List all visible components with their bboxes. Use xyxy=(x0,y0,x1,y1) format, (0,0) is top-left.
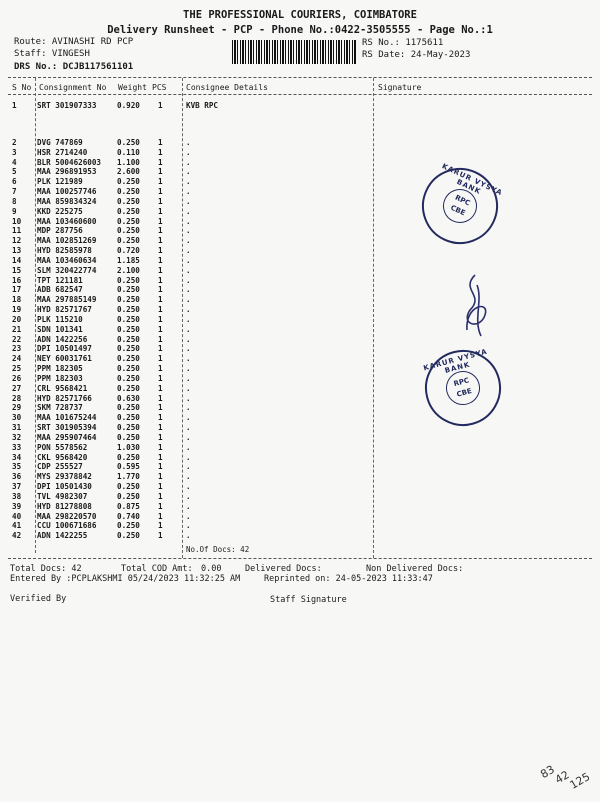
cell-wt: 0.595 xyxy=(117,462,140,472)
cell-pcs: 1 xyxy=(158,177,163,187)
cell-sno: 7 xyxy=(12,187,17,197)
cell-dt: . xyxy=(186,246,191,256)
col-weight: Weight xyxy=(118,83,147,92)
drs-number: DRS No.: DCJB117561101 xyxy=(14,62,134,72)
cell-cons: HYD 82571767 xyxy=(37,305,92,315)
cell-dt: . xyxy=(186,393,191,403)
cell-sno: 4 xyxy=(12,157,17,167)
table-row xyxy=(0,246,600,255)
cell-cons: PON 5578562 xyxy=(37,442,88,452)
cell-pcs: 1 xyxy=(158,462,163,472)
cell-sno: 9 xyxy=(12,206,17,216)
cell-pcs: 1 xyxy=(158,255,163,265)
cell-sno: 26 xyxy=(12,373,22,383)
cell-cons: MAA 297885149 xyxy=(37,295,97,305)
staff-signature: Staff Signature xyxy=(270,595,347,605)
table-row xyxy=(0,394,600,403)
table-row xyxy=(0,138,600,147)
cell-sno: 5 xyxy=(12,167,17,177)
table-row xyxy=(0,344,600,353)
cell-pcs: 1 xyxy=(158,354,163,364)
cell-sno: 34 xyxy=(12,452,22,462)
cell-wt: 0.250 xyxy=(117,531,140,541)
cell-pcs: 1 xyxy=(158,196,163,206)
staff-label: Staff: VINGESH xyxy=(14,49,90,59)
table-row xyxy=(0,236,600,245)
cell-pcs: 1 xyxy=(158,482,163,492)
cell-cons: ADN 1422255 xyxy=(37,531,88,541)
divider xyxy=(8,77,592,78)
table-row xyxy=(0,354,600,363)
cell-cons: MAA 296891953 xyxy=(37,167,97,177)
cell-dt: . xyxy=(186,472,191,482)
cell-wt: 0.250 xyxy=(117,344,140,354)
cell-sno: 37 xyxy=(12,482,22,492)
cell-wt: 0.250 xyxy=(117,206,140,216)
cell-wt: 0.250 xyxy=(117,295,140,305)
cell-cons: SKM 728737 xyxy=(37,403,83,413)
cell-wt: 0.250 xyxy=(117,324,140,334)
cell-sno: 14 xyxy=(12,255,22,265)
cell-dt: . xyxy=(186,236,191,246)
cell-dt: . xyxy=(186,344,191,354)
cell-dt: . xyxy=(186,462,191,472)
cell-pcs: 1 xyxy=(158,167,163,177)
table-row xyxy=(0,177,600,186)
cell-sno: 15 xyxy=(12,265,22,275)
cell-sno: 1 xyxy=(12,101,17,110)
cell-pcs: 1 xyxy=(158,216,163,226)
cell-sno: 13 xyxy=(12,246,22,256)
cell-sno: 32 xyxy=(12,432,22,442)
cell-cons: MAA 295907464 xyxy=(37,432,97,442)
cell-sno: 21 xyxy=(12,324,22,334)
cell-cons: TPT 121181 xyxy=(37,275,83,285)
cell-cons: SDN 101341 xyxy=(37,324,83,334)
cell-wt: 2.100 xyxy=(117,265,140,275)
cell-cons: CKL 9568420 xyxy=(37,452,88,462)
cell-dt: . xyxy=(186,196,191,206)
cell-cons: MAA 101675244 xyxy=(37,413,97,423)
cell-sno: 25 xyxy=(12,364,22,374)
cell-dt: . xyxy=(186,157,191,167)
cell-pcs: 1 xyxy=(158,344,163,354)
cell-cons: CRL 9568421 xyxy=(37,383,88,393)
cell-pcs: 1 xyxy=(158,432,163,442)
cell-cons: MAA 859834324 xyxy=(37,196,97,206)
table-row xyxy=(0,413,600,422)
cell-wt: 0.740 xyxy=(117,511,140,521)
cell-cons: MDP 287756 xyxy=(37,226,83,236)
cell-dt: KVB RPC xyxy=(186,101,219,110)
cell-sno: 42 xyxy=(12,531,22,541)
cell-wt: 0.250 xyxy=(117,413,140,423)
cell-dt: . xyxy=(186,305,191,315)
cell-dt: . xyxy=(186,521,191,531)
table-row xyxy=(0,187,600,196)
table-row xyxy=(0,167,600,176)
cell-wt: 0.250 xyxy=(117,423,140,433)
cell-sno: 30 xyxy=(12,413,22,423)
divider xyxy=(8,558,592,559)
cell-cons: MYS 29378842 xyxy=(37,472,92,482)
cell-pcs: 1 xyxy=(158,324,163,334)
cell-pcs: 1 xyxy=(158,364,163,374)
cell-wt: 0.250 xyxy=(117,383,140,393)
cell-cons: KKD 225275 xyxy=(37,206,83,216)
cell-pcs: 1 xyxy=(158,206,163,216)
table-row xyxy=(0,482,600,491)
cell-pcs: 1 xyxy=(158,472,163,482)
cell-sno: 35 xyxy=(12,462,22,472)
cell-pcs: 1 xyxy=(158,491,163,501)
table-row xyxy=(0,256,600,265)
cell-pcs: 1 xyxy=(158,501,163,511)
cell-pcs: 1 xyxy=(158,334,163,344)
divider xyxy=(8,94,592,95)
cell-pcs: 1 xyxy=(158,383,163,393)
col-consignment: Consignment No xyxy=(39,83,107,92)
col-sno: S No xyxy=(12,83,32,92)
cell-dt: . xyxy=(186,442,191,452)
cell-wt: 0.250 xyxy=(117,364,140,374)
cell-dt: . xyxy=(186,226,191,236)
total-cod-label: Total COD Amt: xyxy=(121,564,193,574)
cell-wt: 2.600 xyxy=(117,167,140,177)
cell-pcs: 1 xyxy=(158,101,163,110)
table-row xyxy=(0,226,600,235)
table-row xyxy=(0,207,600,216)
cell-sno: 31 xyxy=(12,423,22,433)
cell-wt: 0.875 xyxy=(117,501,140,511)
cell-cons: DVG 747869 xyxy=(37,138,83,147)
cell-pcs: 1 xyxy=(158,265,163,275)
cell-cons: MAA 298220570 xyxy=(37,511,97,521)
cell-dt: . xyxy=(186,216,191,226)
cell-dt: . xyxy=(186,147,191,157)
handwritten-signature xyxy=(455,270,495,340)
table-row xyxy=(0,531,600,540)
cell-wt: 1.100 xyxy=(117,157,140,167)
entered-by: Entered By :PCPLAKSHMI 05/24/2023 11:32:25 AM xyxy=(10,574,241,584)
stamp-center-rpc: RPC xyxy=(453,193,472,208)
cell-cons: HYD 82585978 xyxy=(37,246,92,256)
rs-number: RS No.: 1175611 xyxy=(362,38,444,48)
cell-dt: . xyxy=(186,403,191,413)
cell-dt: . xyxy=(186,314,191,324)
cell-cons: DPI 10501497 xyxy=(37,344,92,354)
cell-sno: 29 xyxy=(12,403,22,413)
col-consignee: Consignee Details xyxy=(186,83,268,92)
table-row xyxy=(0,266,600,275)
note-line: 83 xyxy=(538,762,557,782)
table-row xyxy=(0,101,600,110)
cell-sno: 18 xyxy=(12,295,22,305)
table-row xyxy=(0,384,600,393)
cell-pcs: 1 xyxy=(158,236,163,246)
table-row xyxy=(0,285,600,294)
cell-dt: . xyxy=(186,285,191,295)
cell-wt: 0.720 xyxy=(117,246,140,256)
cell-dt: . xyxy=(186,373,191,383)
cell-wt: 0.250 xyxy=(117,187,140,197)
table-row xyxy=(0,453,600,462)
cell-pcs: 1 xyxy=(158,423,163,433)
route-label: Route: AVINASHI RD PCP xyxy=(14,37,134,47)
cell-sno: 2 xyxy=(12,138,17,147)
cell-cons: PPM 182305 xyxy=(37,364,83,374)
cell-pcs: 1 xyxy=(158,305,163,315)
cell-dt: . xyxy=(186,413,191,423)
cell-pcs: 1 xyxy=(158,413,163,423)
cell-cons: NEY 60031761 xyxy=(37,354,92,364)
cell-pcs: 1 xyxy=(158,285,163,295)
no-of-docs: No.Of Docs: 42 xyxy=(186,545,250,554)
cell-pcs: 1 xyxy=(158,511,163,521)
table-row xyxy=(0,512,600,521)
cell-cons: ADB 682547 xyxy=(37,285,83,295)
cell-cons: PLK 121989 xyxy=(37,177,83,187)
col-signature: Signature xyxy=(378,83,422,92)
table-row xyxy=(0,472,600,481)
cell-cons: PLK 115210 xyxy=(37,314,83,324)
cell-wt: 0.250 xyxy=(117,196,140,206)
cell-wt: 0.250 xyxy=(117,452,140,462)
cell-sno: 36 xyxy=(12,472,22,482)
cell-dt: . xyxy=(186,324,191,334)
cell-wt: 0.250 xyxy=(117,354,140,364)
cell-wt: 0.250 xyxy=(117,334,140,344)
cell-wt: 1.185 xyxy=(117,255,140,265)
cell-wt: 0.250 xyxy=(117,314,140,324)
cell-wt: 0.250 xyxy=(117,491,140,501)
table-row xyxy=(0,295,600,304)
cell-sno: 33 xyxy=(12,442,22,452)
cell-wt: 0.250 xyxy=(117,305,140,315)
table-row xyxy=(0,276,600,285)
company-title: THE PROFESSIONAL COURIERS, COIMBATORE xyxy=(183,9,417,21)
reprinted-on: Reprinted on: 24-05-2023 11:33:47 xyxy=(264,574,433,584)
cell-sno: 41 xyxy=(12,521,22,531)
cell-sno: 11 xyxy=(12,226,22,236)
cell-sno: 28 xyxy=(12,393,22,403)
cell-sno: 16 xyxy=(12,275,22,285)
cell-cons: PPM 182303 xyxy=(37,373,83,383)
stamp-center-cbe: CBE xyxy=(449,203,467,218)
table-row xyxy=(0,492,600,501)
cell-pcs: 1 xyxy=(158,147,163,157)
cell-dt: . xyxy=(186,138,191,147)
cell-wt: 1.030 xyxy=(117,442,140,452)
cell-cons: ADN 1422256 xyxy=(37,334,88,344)
cell-dt: . xyxy=(186,501,191,511)
cell-pcs: 1 xyxy=(158,531,163,541)
cell-sno: 6 xyxy=(12,177,17,187)
cell-dt: . xyxy=(186,364,191,374)
stamp-bank-name: KARUR VYSYA BANK xyxy=(422,347,489,375)
table-row xyxy=(0,462,600,471)
cell-dt: . xyxy=(186,295,191,305)
cell-dt: . xyxy=(186,206,191,216)
cell-cons: SRT 301905394 xyxy=(37,423,97,433)
cell-wt: 0.250 xyxy=(117,403,140,413)
table-row xyxy=(0,521,600,530)
table-row xyxy=(0,502,600,511)
cell-cons: SLM 320422774 xyxy=(37,265,97,275)
cell-pcs: 1 xyxy=(158,187,163,197)
cell-cons: MAA 103460634 xyxy=(37,255,97,265)
total-cod-value: 0.00 xyxy=(201,564,222,574)
non-delivered-docs: Non Delivered Docs: xyxy=(366,564,464,574)
cell-wt: 0.250 xyxy=(117,521,140,531)
cell-cons: DPI 10501430 xyxy=(37,482,92,492)
cell-wt: 0.630 xyxy=(117,393,140,403)
verified-by: Verified By xyxy=(10,594,67,604)
note-line: 125 xyxy=(567,770,593,792)
table-row xyxy=(0,217,600,226)
cell-cons: HYD 82571766 xyxy=(37,393,92,403)
cell-cons: SRT 301907333 xyxy=(37,101,97,110)
cell-dt: . xyxy=(186,423,191,433)
cell-dt: . xyxy=(186,177,191,187)
cell-sno: 27 xyxy=(12,383,22,393)
cell-sno: 19 xyxy=(12,305,22,315)
cell-wt: 0.920 xyxy=(117,101,140,110)
cell-cons: MAA 100257746 xyxy=(37,187,97,197)
cell-dt: . xyxy=(186,491,191,501)
cell-pcs: 1 xyxy=(158,373,163,383)
cell-sno: 8 xyxy=(12,196,17,206)
cell-wt: 1.770 xyxy=(117,472,140,482)
table-row xyxy=(0,158,600,167)
cell-sno: 22 xyxy=(12,334,22,344)
cell-cons: MAA 103460600 xyxy=(37,216,97,226)
cell-sno: 24 xyxy=(12,354,22,364)
table-row xyxy=(0,197,600,206)
table-row xyxy=(0,148,600,157)
cell-cons: CDP 255527 xyxy=(37,462,83,472)
cell-pcs: 1 xyxy=(158,226,163,236)
cell-wt: 0.250 xyxy=(117,177,140,187)
cell-sno: 10 xyxy=(12,216,22,226)
total-docs: Total Docs: 42 xyxy=(10,564,82,574)
cell-wt: 0.250 xyxy=(117,216,140,226)
cell-sno: 12 xyxy=(12,236,22,246)
table-row xyxy=(0,374,600,383)
cell-wt: 0.250 xyxy=(117,373,140,383)
cell-sno: 17 xyxy=(12,285,22,295)
cell-pcs: 1 xyxy=(158,393,163,403)
cell-dt: . xyxy=(186,452,191,462)
cell-wt: 0.250 xyxy=(117,432,140,442)
cell-pcs: 1 xyxy=(158,442,163,452)
table-row xyxy=(0,305,600,314)
cell-wt: 0.250 xyxy=(117,482,140,492)
table-row xyxy=(0,335,600,344)
cell-pcs: 1 xyxy=(158,452,163,462)
cell-pcs: 1 xyxy=(158,138,163,147)
table-row xyxy=(0,403,600,412)
table-row xyxy=(0,423,600,432)
cell-wt: 0.250 xyxy=(117,285,140,295)
note-line: 42 xyxy=(552,768,572,787)
barcode xyxy=(232,40,356,64)
cell-dt: . xyxy=(186,511,191,521)
cell-dt: . xyxy=(186,334,191,344)
cell-dt: . xyxy=(186,482,191,492)
table-row xyxy=(0,315,600,324)
cell-sno: 23 xyxy=(12,344,22,354)
cell-dt: . xyxy=(186,187,191,197)
cell-dt: . xyxy=(186,255,191,265)
cell-sno: 40 xyxy=(12,511,22,521)
cell-dt: . xyxy=(186,167,191,177)
stamp-center-rpc: RPC xyxy=(452,376,471,389)
handwritten-note xyxy=(539,750,593,802)
cell-wt: 0.250 xyxy=(117,226,140,236)
cell-pcs: 1 xyxy=(158,521,163,531)
cell-dt: . xyxy=(186,265,191,275)
cell-sno: 39 xyxy=(12,501,22,511)
table-row xyxy=(0,325,600,334)
cell-pcs: 1 xyxy=(158,246,163,256)
runsheet-title: Delivery Runsheet - PCP - Phone No.:0422-3505555 - Page No.:1 xyxy=(107,24,493,36)
cell-pcs: 1 xyxy=(158,403,163,413)
cell-pcs: 1 xyxy=(158,157,163,167)
cell-pcs: 1 xyxy=(158,314,163,324)
cell-pcs: 1 xyxy=(158,295,163,305)
cell-dt: . xyxy=(186,383,191,393)
rs-date: RS Date: 24-May-2023 xyxy=(362,50,471,60)
cell-cons: HYD 81278808 xyxy=(37,501,92,511)
cell-wt: 0.110 xyxy=(117,147,140,157)
table-row xyxy=(0,433,600,442)
cell-cons: TVL 4982307 xyxy=(37,491,88,501)
cell-cons: MAA 102851269 xyxy=(37,236,97,246)
col-pcs: PCS xyxy=(152,83,167,92)
cell-wt: 0.250 xyxy=(117,138,140,147)
cell-pcs: 1 xyxy=(158,275,163,285)
cell-wt: 0.250 xyxy=(117,236,140,246)
table-row xyxy=(0,443,600,452)
cell-sno: 20 xyxy=(12,314,22,324)
cell-dt: . xyxy=(186,531,191,541)
cell-dt: . xyxy=(186,432,191,442)
stamp-center-cbe: CBE xyxy=(455,386,473,399)
cell-sno: 3 xyxy=(12,147,17,157)
cell-dt: . xyxy=(186,275,191,285)
cell-cons: HSR 2714240 xyxy=(37,147,88,157)
cell-cons: BLR 5004626003 xyxy=(37,157,102,167)
table-row xyxy=(0,364,600,373)
cell-wt: 0.250 xyxy=(117,275,140,285)
delivered-docs: Delivered Docs: xyxy=(245,564,322,574)
cell-sno: 38 xyxy=(12,491,22,501)
cell-cons: CCU 100671686 xyxy=(37,521,97,531)
cell-dt: . xyxy=(186,354,191,364)
stamp-bank-name: KARUR VYSYA BANK xyxy=(440,162,504,198)
